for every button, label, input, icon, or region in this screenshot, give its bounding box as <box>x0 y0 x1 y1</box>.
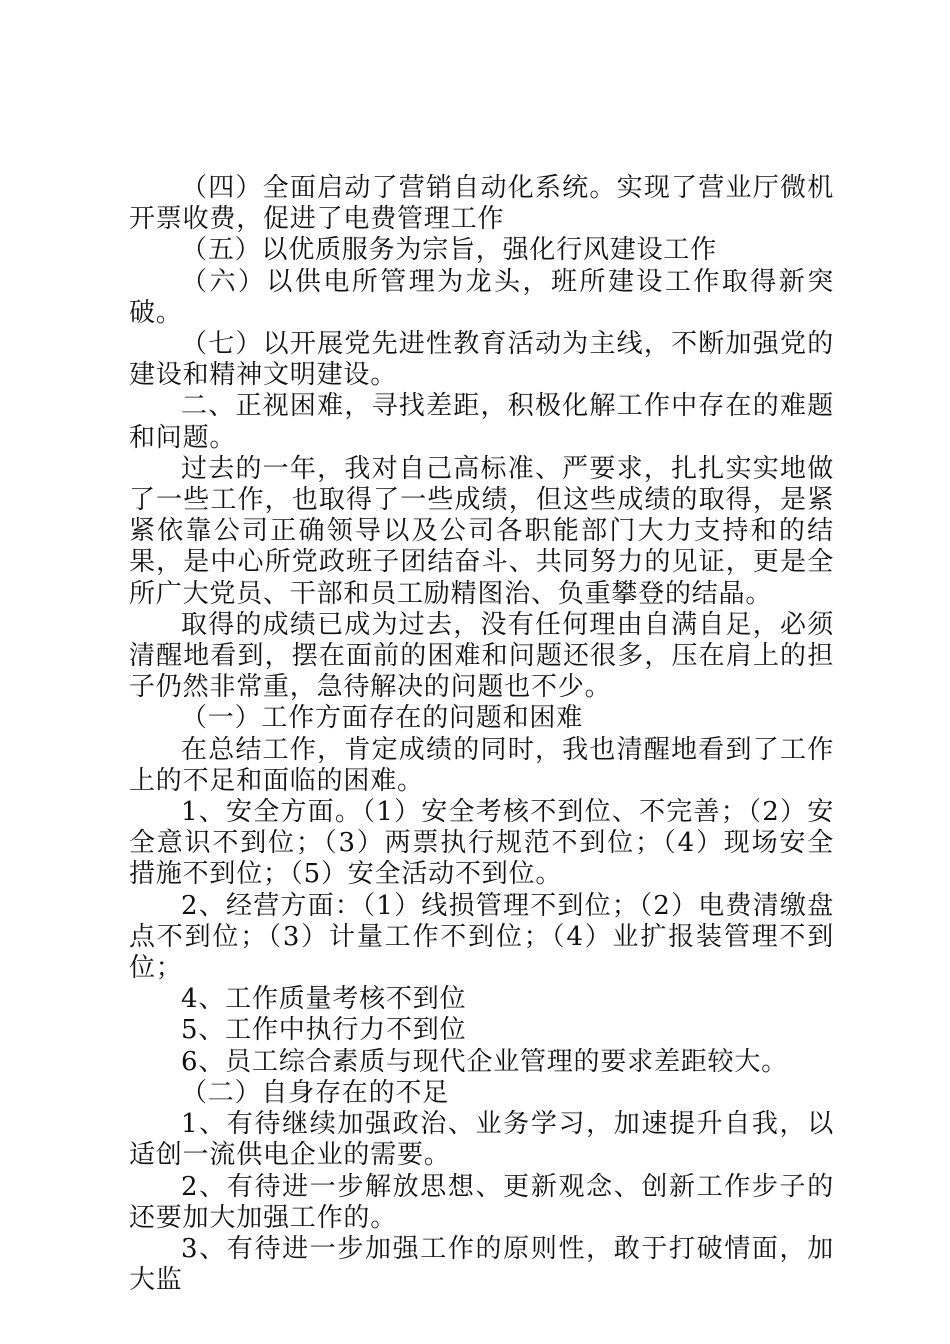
subsection-heading: （一）工作方面存在的问题和困难 <box>181 703 584 734</box>
paragraph: （六）以供电所管理为龙头，班所建设工作取得新突破。 <box>129 266 834 328</box>
subsection-heading: （二）自身存在的不足 <box>181 1077 450 1108</box>
list-item: 6、员工综合素质与现代企业管理的要求差距较大。 <box>181 1046 788 1077</box>
paragraph: （五）以优质服务为宗旨，强化行风建设工作 <box>181 235 718 266</box>
list-item: 5、工作中执行力不到位 <box>181 1015 467 1046</box>
list-item: 2、经营方面：（1）线损管理不到位；（2）电费清缴盘点不到位；（3）计量工作不到位；（4）业扩报装管理不到位； <box>129 890 834 984</box>
list-item: 3、有待进一步加强工作的原则性，敢于打破情面，加大监 <box>129 1233 834 1296</box>
paragraph: 过去的一年，我对自己高标准、严要求，扎扎实实地做了一些工作，也取得了一些成绩，但这些成绩的取得，是紧紧依靠公司正确领导以及公司各职能部门大力支持和的结果，是中心所党政班子团结奋斗、共同努力的见证，更是全所广大党员、干部和员工励精图治、负重攀登的结晶。 <box>129 453 834 609</box>
section-heading: 二、正视困难，寻找差距，积极化解工作中存在的难题和问题。 <box>129 391 834 453</box>
paragraph: 在总结工作，肯定成绩的同时，我也清醒地看到了工作上的不足和面临的困难。 <box>129 734 834 796</box>
list-item: 1、安全方面。（1）安全考核不到位、不完善；（2）安全意识不到位；（3）两票执行规范不到位；（4）现场安全措施不到位；（5）安全活动不到位。 <box>129 797 834 890</box>
paragraph: （四）全面启动了营销自动化系统。实现了营业厅微机开票收费，促进了电费管理工作 <box>129 173 834 235</box>
list-item: 4、工作质量考核不到位 <box>181 984 467 1015</box>
paragraph: （七）以开展党先进性教育活动为主线，不断加强党的建设和精神文明建设。 <box>129 329 834 391</box>
list-item: 1、有待继续加强政治、业务学习，加速提升自我，以适创一流供电企业的需要。 <box>129 1109 834 1171</box>
list-item: 2、有待进一步解放思想、更新观念、创新工作步子的还要加大加强工作的。 <box>129 1171 834 1233</box>
document-body <box>129 173 834 1296</box>
paragraph: 取得的成绩已成为过去，没有任何理由自满自足，必须清醒地看到，摆在面前的困难和问题还很多，压在肩上的担子仍然非常重，急待解决的问题也不少。 <box>129 609 834 703</box>
